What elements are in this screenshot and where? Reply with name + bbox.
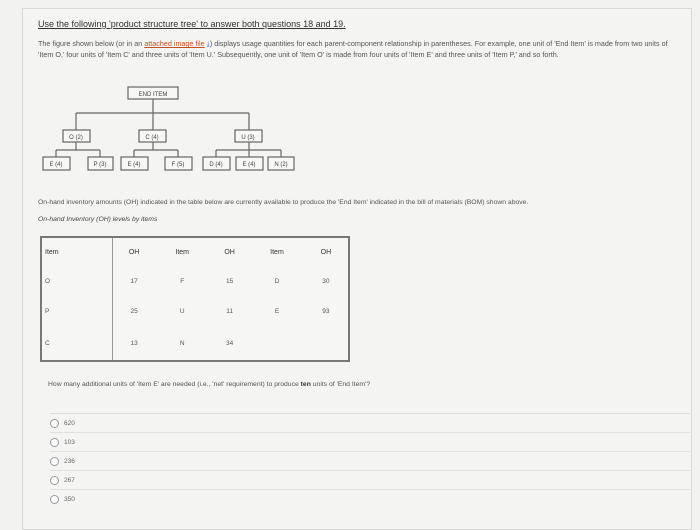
cell [250,326,304,361]
node-e: E (4) [127,162,141,168]
cell: C [41,326,112,361]
cell: E [274,307,280,315]
cell: F [180,277,185,285]
download-icon[interactable]: ⤓ [206,39,210,48]
table-row [41,326,349,361]
cell: 13 [130,339,138,347]
table-header-row [41,237,349,266]
radio-button[interactable] [50,419,59,428]
intro-after: ) displays usage quantities for each parent-component relationship in parentheses. For example, one unit of 'End Item' is made from two units of 'Item O,' four units of 'Item C' and three units of 'Item U.' Subsequently, one unit of 'Item O' is made from four units of 'Item E' and three units of 'Item P,' and so forth. [38,39,668,59]
node-d: D (4) [209,162,223,168]
node-e: E (4) [49,162,63,168]
header-item: Item [175,248,190,256]
header-item: Item [41,237,112,266]
cell: P [41,296,112,326]
table-row [41,296,349,326]
answer-option[interactable] [50,489,690,509]
product-structure-tree [0,0,700,190]
cell: 11 [226,307,233,315]
node-f: F (5) [171,162,185,168]
cell: U [179,307,185,315]
option-label: 620 [64,420,75,427]
option-label: 350 [64,496,75,503]
question-title: Use the following 'product structure tree' to answer both questions 18 and 19. [38,19,346,29]
cell: 17 [130,277,138,285]
cell [304,326,349,361]
radio-button[interactable] [50,457,59,466]
cell: 34 [225,339,234,347]
node-o: O (2) [69,135,83,141]
answer-option[interactable] [50,451,690,471]
attached-image-link[interactable]: attached image file [144,39,205,48]
option-label: 267 [64,477,75,484]
cell: 15 [225,277,234,285]
radio-button[interactable] [50,495,59,504]
option-label: 236 [64,458,75,465]
cell: O [41,266,112,296]
header-oh: OH [128,248,140,256]
table-caption: On-hand Inventory (OH) levels by items [38,216,158,223]
radio-button[interactable] [50,438,59,447]
cell: 25 [130,307,138,315]
question-text [48,381,370,388]
header-oh: OH [320,248,332,256]
radio-button[interactable] [50,476,59,485]
inventory-table [40,236,350,362]
node-c: C (4) [145,135,159,141]
header-item: Item [270,248,284,256]
inventory-paragraph: On-hand inventory amounts (OH) indicated in the table below are currently available to produce the 'End Item' indicated in the bill of materials (BOM) shown above. [38,199,529,206]
node-u: U (3) [241,135,255,141]
answer-option[interactable] [50,470,690,490]
answer-option[interactable] [50,413,690,433]
question-after: units of 'End Item'? [310,381,371,388]
question-bold: ten [300,381,311,388]
question-before: How many additional units of 'Item E' are needed (i.e., 'net' requirement) to produce [48,381,301,388]
header-oh: OH [224,248,235,256]
answer-option[interactable] [50,432,690,452]
cell: 93 [322,307,330,315]
table-row [41,266,349,296]
option-label: 103 [64,439,75,446]
node-n: N (2) [274,162,288,168]
node-end-item: END ITEM [138,92,168,98]
node-p: P (3) [93,162,107,168]
cell: 30 [322,277,330,285]
cell: D [274,277,280,285]
cell: N [179,339,185,347]
intro-before: The figure shown below (or in an [38,39,145,48]
node-e: E (4) [242,162,256,168]
